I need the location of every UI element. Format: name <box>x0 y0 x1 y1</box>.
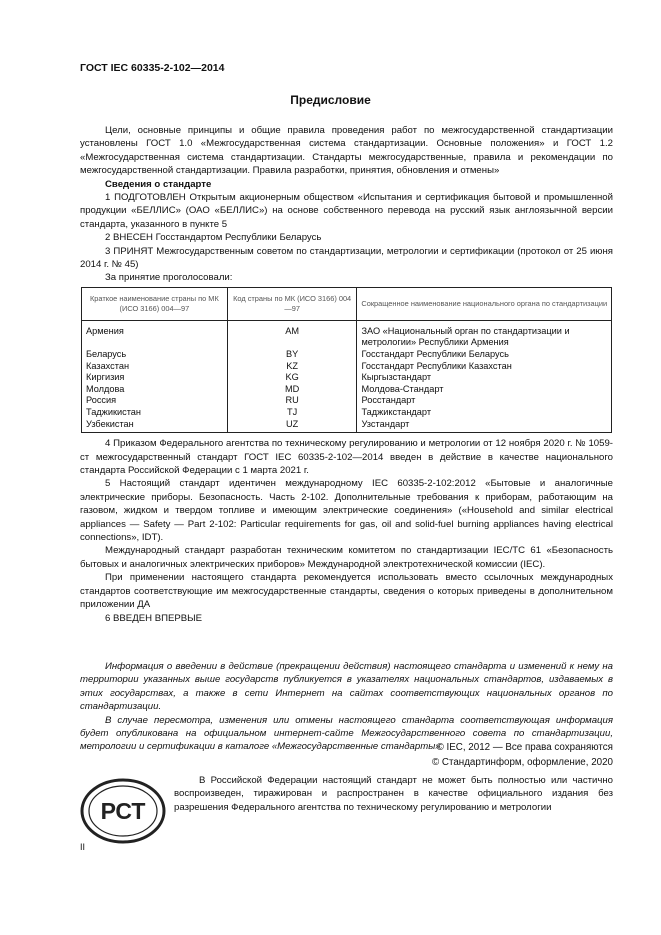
country-cell: Таджикистан <box>82 407 228 419</box>
country-cell: Россия <box>82 395 228 407</box>
country-cell: Узбекистан <box>82 419 228 433</box>
table-row <box>82 384 612 396</box>
info-paragraph-1: Информация о введении в действие (прекращении действия) настоящего стандарта и изменений к нему на территории указанных выше государств публикуется в указателях национальных стандартов, издаваемых в этих государствах, а также в сети Интернет на сайтах соответствующих национальных органов по стандартизации. <box>80 661 613 713</box>
item-4: 4 Приказом Федерального агентства по техническому регулированию и метрологии от 12 ноября 2020 г. № 1059-ст межгосударственный стандарт ГОСТ IEC 60335-2-102—2014 введен в действие в качестве национального стандарта Российской Федерации с 1 марта 2021 г. <box>80 438 613 477</box>
item-5: 5 Настоящий стандарт идентичен международному IEC 60335-2-102:2012 «Бытовые и аналогичные электрические приборы. Безопасность. Часть 2-102. Дополнительные требования к приборам, работающим на газовом, жидком и твердом топливе и имеющим электрические соединения» («Household and similar electrical appliances — Safety — Part 2-102: Particular requirements for gas, oil and solid-fuel burning appliances having electrical connections», IDT). <box>80 478 613 544</box>
page-title: Предисловие <box>290 93 371 107</box>
table-row <box>82 419 612 433</box>
code-cell: RU <box>227 395 357 407</box>
intro-paragraph: Цели, основные принципы и общие правила проведения работ по межгосударственной стандартизации установлены ГОСТ 1.0 «Межгосударственная система стандартизации. Основные положения» и ГОСТ 1.2 «Межгосударственная система стандартизации. Стандарты межгосударственные, правила и рекомендации по межгосударственной стандартизации. Правила разработки, принятия, обновления и отмены» <box>80 125 613 177</box>
body-cell: Таджикстандарт <box>357 407 612 419</box>
item-5-committee: Международный стандарт разработан техническим комитетом по стандартизации IEC/TC 61 «Безопасность бытовых и аналогичных электрических приборов» Международной электротехнической комиссии (IEC). <box>80 545 613 570</box>
item-3: 3 ПРИНЯТ Межгосударственным советом по стандартизации, метрологии и сертификации (протокол от 25 июня 2014 г. № 45) <box>80 245 613 271</box>
info-paragraph-2: В случае пересмотра, изменения или отмены настоящего стандарта соответствующая информация будет опубликована на официальном интернет-сайте Межгосударственного совета по стандартизации, метрологии и сертификации в каталоге «Межгосударственные стандарты» <box>80 714 613 753</box>
code-cell: BY <box>227 349 357 361</box>
standard-code-header: ГОСТ IEC 60335-2-102—2014 <box>80 62 225 74</box>
table-row <box>82 320 612 349</box>
code-cell: TJ <box>227 407 357 419</box>
column-header-body: Сокращенное наименование национального органа по стандартизации <box>357 287 612 320</box>
rst-logo-icon <box>80 778 166 844</box>
section-heading: Сведения о стандарте <box>105 178 212 190</box>
table-row <box>82 349 612 361</box>
code-cell: KG <box>227 372 357 384</box>
table-row <box>82 361 612 373</box>
item-3-voted: За принятие проголосовали: <box>105 272 233 284</box>
country-cell: Киргизия <box>82 372 228 384</box>
body-cell: Кыргызстандарт <box>357 372 612 384</box>
copyright-block <box>432 740 613 770</box>
column-header-country: Краткое наименование страны по МК (ИСО 3166) 004—97 <box>82 287 228 320</box>
item-6: 6 ВВЕДЕН ВПЕРВЫЕ <box>105 612 203 624</box>
country-cell: Армения <box>82 320 228 349</box>
column-header-code: Код страны по МК (ИСО 3166) 004—97 <box>227 287 357 320</box>
country-cell: Казахстан <box>82 361 228 373</box>
body-cell: Молдова-Стандарт <box>357 384 612 396</box>
code-cell: MD <box>227 384 357 396</box>
table-row <box>82 372 612 384</box>
reproduction-notice: В Российской Федерации настоящий стандарт не может быть полностью или частично воспроизведен, тиражирован и распространен в качестве официального издания без разрешения Федерального агентства по техническому регулированию и метрологии <box>174 775 613 813</box>
code-cell: KZ <box>227 361 357 373</box>
copyright-standartinform: © Стандартинформ, оформление, 2020 <box>431 757 613 768</box>
body-cell: Госстандарт Республики Беларусь <box>357 349 612 361</box>
body-cell: Росстандарт <box>357 395 612 407</box>
country-cell: Молдова <box>82 384 228 396</box>
body-cell: Госстандарт Республики Казахстан <box>357 361 612 373</box>
voting-table <box>81 287 612 433</box>
country-cell: Беларусь <box>82 349 228 361</box>
main-text <box>80 124 613 625</box>
table-header-row <box>82 287 612 320</box>
table-row <box>82 407 612 419</box>
code-cell: UZ <box>227 419 357 433</box>
item-1: 1 ПОДГОТОВЛЕН Открытым акционерным обществом «Испытания и сертификация бытовой и промышленной продукции «БЕЛЛИС» (ОАО «БЕЛЛИС») на основе собственного перевода на русский язык англоязычной версии стандарта, указанного в пункте 5 <box>80 192 613 230</box>
code-cell: AM <box>227 320 357 349</box>
copyright-iec: © IEC, 2012 — Все права сохраняются <box>436 742 613 753</box>
rst-logo-text: РСТ <box>100 798 146 824</box>
page-number: II <box>80 842 86 852</box>
item-5-application: При применении настоящего стандарта рекомендуется использовать вместо ссылочных международных стандартов соответствующие им межгосударственные стандарты, сведения о которых приведены в дополнительном приложении ДА <box>80 572 613 611</box>
body-cell: ЗАО «Национальный орган по стандартизации и метрологии» Республики Армения <box>357 320 612 349</box>
item-2: 2 ВНЕСЕН Госстандартом Республики Беларусь <box>105 232 322 244</box>
table-row <box>82 395 612 407</box>
body-cell: Узстандарт <box>357 419 612 433</box>
